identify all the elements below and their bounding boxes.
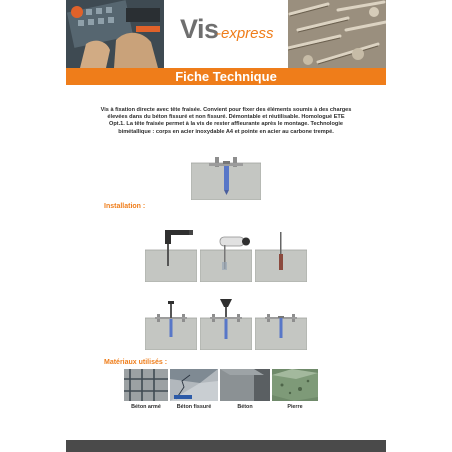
installation-step-6-finished [255,295,307,350]
brand-suffix: -express [216,25,274,42]
footer-bar [66,440,386,452]
product-sheet [66,0,386,452]
sheet-title: Fiche Technique [175,69,277,84]
material-stone-image [272,369,318,401]
header-photo-screws [288,0,386,68]
header-banner [66,0,386,68]
material-concrete-image [220,369,270,401]
installation-heading: Installation : [104,203,146,210]
materials-heading: Matériaux utilisés : [104,359,168,366]
installation-step-3-brushing [255,226,307,282]
installation-step-2-cleaning [200,226,252,282]
material-label: Béton fissuré [176,404,212,410]
header-photo-tools [66,0,164,68]
material-label: Béton [237,404,253,410]
material-label: Pierre [287,404,303,410]
material-cracked-concrete-image [170,369,218,401]
installation-step-5-screwing [200,295,252,350]
product-illustration [191,157,261,200]
material-label: Béton armé [131,404,161,410]
brand-name: Vis [180,14,219,44]
brand-logo [164,0,288,68]
material-reinforced-concrete-image [124,369,168,401]
installation-step-1-drilling [145,226,197,282]
installation-step-4-insert [145,295,197,350]
product-description: Vis à fixation directe avec tête fraisée. Convient pour fixer des éléments soumis à des charges élevées dans du béton fissuré et non fissuré. Démontable et réutilisable. Homologué ETE Opt.1. La tête fraisée permet à la vis de rester affleurante après le montage. Technologie bimétallique : corps en acier inoxydable A4 et pointe en acier au carbone trempé. [100,107,352,135]
title-band [66,68,386,85]
